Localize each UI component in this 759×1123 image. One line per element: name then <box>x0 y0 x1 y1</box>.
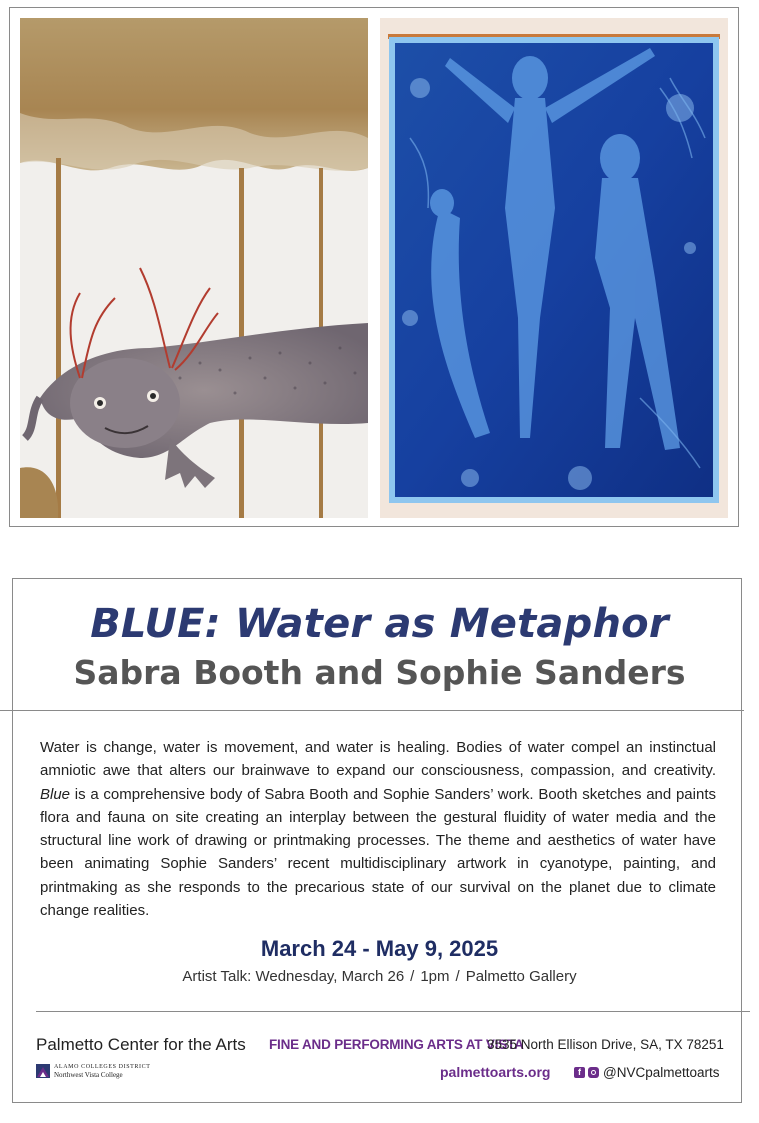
instagram-icon[interactable] <box>588 1067 599 1078</box>
social-handle[interactable]: @NVCpalmettoarts <box>603 1064 720 1080</box>
talk-label: Artist Talk: Wednesday, March 26 <box>182 968 405 985</box>
exhibit-artists: Sabra Booth and Sophie Sanders <box>73 653 686 692</box>
social-links <box>574 1062 720 1082</box>
exhibit-dates: March 24 - May 9, 2025 <box>260 936 499 961</box>
center-name: Palmetto Center for the Arts <box>36 1035 246 1054</box>
exhibit-description <box>40 736 716 922</box>
divider-top <box>0 710 744 711</box>
talk-separator-1: / <box>410 968 415 985</box>
talk-time: 1pm <box>420 968 450 985</box>
website-link[interactable]: palmettoarts.org <box>440 1064 551 1080</box>
college-name: Northwest Vista College <box>54 1071 123 1079</box>
program-name: FINE AND PERFORMING ARTS AT VISTA <box>269 1037 524 1052</box>
district-text <box>54 1063 150 1079</box>
district-name: ALAMO COLLEGES DISTRICT <box>54 1064 151 1070</box>
description-part-2: is a comprehensive body of Sabra Booth and Sophie Sanders’ work. Booth sketches and paints flora and fauna on site creating an interplay between the gestural fluidity of water media and the structural line work of drawing or printmaking processes. The theme and aesthetics of water have been animating Sophie Sanders’ recent multidisciplinary artwork in cyanotype, painting, and printmaking as she responds to the precarious state of our survival on the planet due to climate change realities. <box>40 785 716 920</box>
artwork-cyanotype-quilt-image <box>380 18 728 518</box>
exhibit-title: BLUE: Water as Metaphor <box>90 601 669 647</box>
divider-bottom <box>36 1011 750 1012</box>
venue-address: 3535 North Ellison Drive, SA, TX 78251 <box>487 1037 724 1052</box>
artist-talk-info <box>0 966 759 988</box>
talk-separator-2: / <box>455 968 460 985</box>
facebook-icon[interactable]: f <box>574 1067 585 1078</box>
description-italic-title: Blue <box>40 785 71 803</box>
artwork-axolotl-image <box>20 18 368 518</box>
district-logo-icon <box>36 1064 50 1078</box>
district-logo-block <box>36 1062 150 1080</box>
talk-location: Palmetto Gallery <box>465 968 577 985</box>
description-part-1: Water is change, water is movement, and water is healing. Bodies of water compel an instinctual amniotic awe that alters our brainwave to expand our consciousness, compassion, and creativity. <box>40 739 716 780</box>
